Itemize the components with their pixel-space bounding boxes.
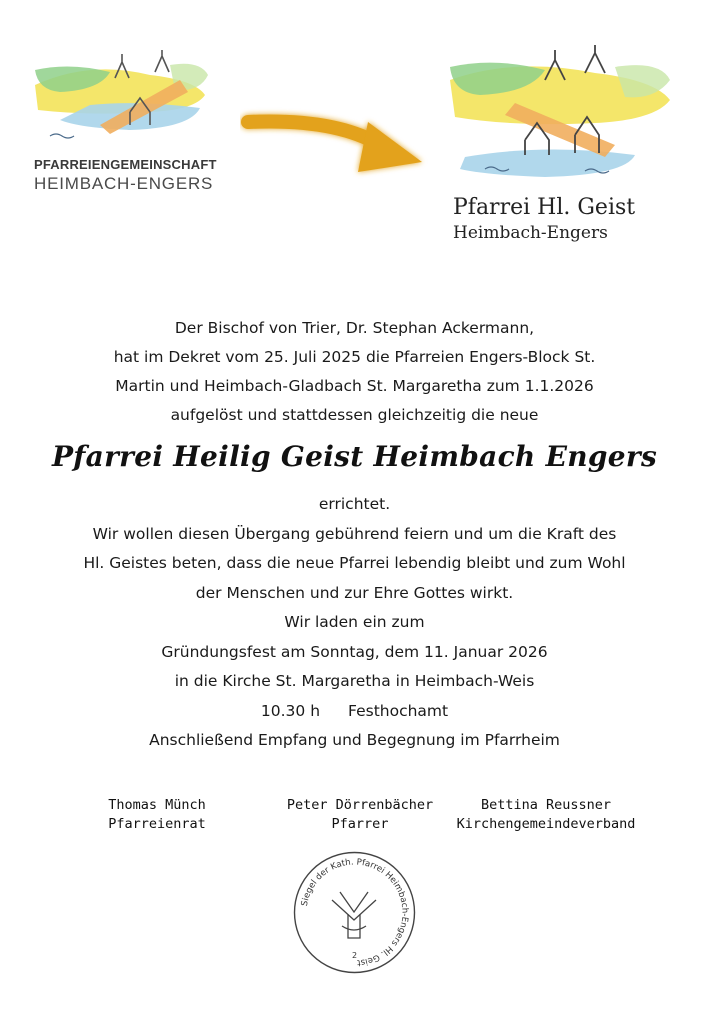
body-line: Wir laden ein zum: [284, 613, 425, 631]
closing-line: Anschließend Empfang und Begegnung im Pfarrheim: [149, 731, 560, 749]
schedule-time: 10.30 h: [260, 701, 321, 720]
intro-line: aufgelöst und stattdessen gleichzeitig die neue: [170, 406, 539, 424]
parish-title: Pfarrei Heilig Geist Heimbach Engers: [51, 440, 658, 473]
schedule-row: [0, 697, 709, 727]
intro-line: Martin und Heimbach-Gladbach St. Margaretha zum 1.1.2026: [115, 377, 594, 395]
body-line: Gründungsfest am Sonntag, dem 11. Januar 2026: [161, 642, 548, 661]
signature-block: [57, 796, 257, 834]
signature-name: Thomas Münch: [108, 797, 206, 813]
old-parish-logo: [30, 50, 230, 200]
new-logo-caption-line2: Heimbach-Engers: [453, 223, 608, 243]
parish-seal: [292, 850, 417, 975]
signature-block: [260, 796, 460, 834]
body-line: Wir wollen diesen Übergang gebührend feiern und um die Kraft des: [92, 524, 617, 543]
body-line: errichtet.: [318, 495, 391, 513]
signature-block: [446, 796, 646, 834]
transition-arrow-icon: [240, 100, 440, 200]
invitation-paragraph: [0, 490, 709, 756]
schedule-event: Festhochamt: [348, 701, 449, 720]
intro-line: hat im Dekret vom 25. Juli 2025 die Pfarreien Engers-Block St.: [113, 348, 596, 366]
new-logo-caption-line1: Pfarrei Hl. Geist: [453, 195, 636, 220]
body-line: in die Kirche St. Margaretha in Heimbach-Weis: [174, 672, 535, 690]
svg-text:Siegel der Kath. Pfarrei Heimb: Siegel der Kath. Pfarrei Heimbach-Engers Hl. Geist: [299, 857, 410, 968]
old-logo-caption-line2: HEIMBACH-ENGERS: [34, 174, 214, 193]
new-logo-graphic: [445, 45, 675, 190]
intro-paragraph: [0, 314, 709, 430]
old-logo-graphic: [30, 50, 230, 160]
signature-role: Kirchengemeindeverband: [456, 816, 636, 832]
new-parish-logo: [445, 45, 675, 250]
body-line: der Menschen und zur Ehre Gottes wirkt.: [195, 583, 514, 602]
signature-role: Pfarrer: [331, 816, 389, 832]
signature-name: Bettina Reussner: [480, 797, 612, 813]
old-logo-caption-line1: PFARREIENGEMEINSCHAFT: [34, 157, 217, 172]
dove-icon: [332, 892, 376, 938]
body-line: Hl. Geistes beten, dass die neue Pfarrei lebendig bleibt und zum Wohl: [83, 554, 626, 572]
signature-role: Pfarreienrat: [108, 816, 206, 832]
signature-name: Peter Dörrenbächer: [286, 797, 434, 813]
intro-line: Der Bischof von Trier, Dr. Stephan Ackermann,: [174, 319, 535, 337]
svg-text:2: 2: [351, 951, 358, 960]
